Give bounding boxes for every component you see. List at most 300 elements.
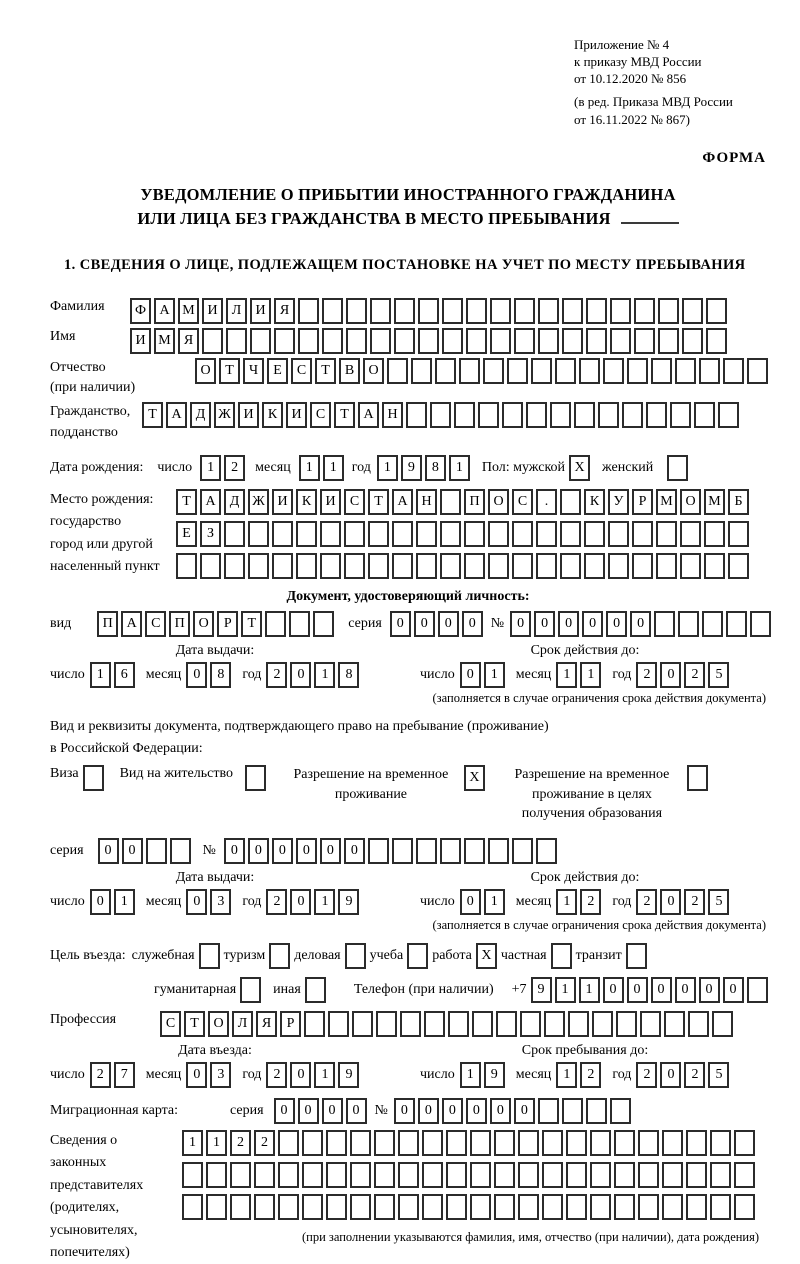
form-cell: Т <box>142 402 163 428</box>
form-cell <box>704 521 725 547</box>
form-cell: 0 <box>582 611 603 637</box>
form-cell <box>494 1130 515 1156</box>
form-cell <box>470 1194 491 1220</box>
form-cell <box>622 402 643 428</box>
form-cell <box>734 1130 755 1156</box>
form-cell <box>514 298 535 324</box>
form-cell <box>146 838 167 864</box>
purpose-option-label: транзит <box>575 947 622 963</box>
form-cell <box>494 1194 515 1220</box>
form-cell <box>328 1011 349 1037</box>
form-cell: 2 <box>684 662 705 688</box>
purpose-option-label: учеба <box>369 947 404 963</box>
form-cell <box>598 402 619 428</box>
form-cell: 2 <box>254 1130 275 1156</box>
form-cell <box>699 358 720 384</box>
form-cell: 0 <box>462 611 483 637</box>
purpose-row <box>50 943 766 969</box>
birthplace-label-line: Место рождения: <box>50 491 154 507</box>
name-label: Имя <box>50 328 76 344</box>
form-cell <box>248 553 269 579</box>
identity-issue-year <box>266 662 359 688</box>
form-cell <box>726 611 747 637</box>
form-cell <box>422 1130 443 1156</box>
day-label: число <box>50 666 85 682</box>
form-cell <box>230 1162 251 1188</box>
form-cell: 5 <box>708 1062 729 1088</box>
form-cell <box>398 1130 419 1156</box>
form-cell <box>394 298 415 324</box>
amendment-line: от 16.11.2022 № 867) <box>574 111 691 127</box>
birthplace-label <box>50 489 168 579</box>
issue-date-heading: Дата выдачи: <box>175 642 255 658</box>
male-checkbox: X <box>569 455 590 481</box>
identity-issue-month <box>186 662 231 688</box>
purpose-option-label: туризм <box>223 947 266 963</box>
appendix-block <box>574 36 766 128</box>
migration-card-label: Миграционная карта: <box>50 1102 179 1118</box>
form-cell: 1 <box>377 455 398 481</box>
form-cell <box>182 1162 203 1188</box>
doc-seriya-label: серия <box>50 842 84 858</box>
form-cell: Ж <box>248 489 269 515</box>
form-cell: 0 <box>290 1062 311 1088</box>
form-cell <box>592 1011 613 1037</box>
form-cell <box>200 553 221 579</box>
name-cells <box>130 328 727 354</box>
form-cell: 0 <box>346 1098 367 1124</box>
form-cell <box>706 298 727 324</box>
day-label: число <box>50 1066 85 1082</box>
birthdate-label: Дата рождения: <box>50 459 144 475</box>
form-cell: М <box>154 328 175 354</box>
doc-seriya-label: серия <box>348 615 382 631</box>
form-cell: 0 <box>248 838 269 864</box>
form-cell <box>206 1194 227 1220</box>
form-cell <box>627 358 648 384</box>
form-cell <box>398 1194 419 1220</box>
form-cell: Т <box>176 489 197 515</box>
appendix-line: Приложение № 4 <box>574 37 670 52</box>
form-cell <box>424 1011 445 1037</box>
form-cell: М <box>704 489 725 515</box>
form-cell: О <box>363 358 384 384</box>
form-cell <box>658 298 679 324</box>
purpose-private-checkbox <box>551 943 572 969</box>
birthplace-block <box>50 489 766 579</box>
form-cell <box>586 328 607 354</box>
form-cell <box>224 553 245 579</box>
form-cell <box>248 521 269 547</box>
form-cell: К <box>296 489 317 515</box>
form-cell <box>584 553 605 579</box>
form-cell: И <box>320 489 341 515</box>
form-cell <box>634 328 655 354</box>
form-cell: О <box>195 358 216 384</box>
stay-day <box>460 1062 505 1088</box>
form-cell: И <box>130 328 151 354</box>
form-cell <box>392 521 413 547</box>
form-cell: 8 <box>210 662 231 688</box>
form-cell <box>320 521 341 547</box>
form-cell <box>442 298 463 324</box>
form-cell: 2 <box>230 1130 251 1156</box>
form-cell <box>289 611 310 637</box>
form-cell: 0 <box>660 1062 681 1088</box>
form-cell: 0 <box>466 1098 487 1124</box>
form-cell <box>723 358 744 384</box>
birth-day-cells <box>200 455 245 481</box>
purpose-tourism-checkbox <box>269 943 290 969</box>
residence-valid-month <box>556 889 601 915</box>
form-cell <box>610 298 631 324</box>
form-cell <box>416 553 437 579</box>
form-cell: А <box>200 489 221 515</box>
page-title <box>50 183 766 231</box>
form-cell: 8 <box>338 662 359 688</box>
form-cell: 5 <box>708 662 729 688</box>
phone-group <box>512 977 768 1003</box>
form-cell <box>440 521 461 547</box>
form-cell <box>230 1194 251 1220</box>
form-cell: 0 <box>630 611 651 637</box>
form-cell <box>418 328 439 354</box>
form-cell: 0 <box>510 611 531 637</box>
day-label: число <box>420 893 455 909</box>
citizenship-label <box>50 402 142 443</box>
form-cell: К <box>584 489 605 515</box>
day-label: число <box>157 459 193 475</box>
identity-doc-date-headings <box>50 643 766 659</box>
form-cell <box>662 1194 683 1220</box>
form-cell: 0 <box>660 662 681 688</box>
form-cell <box>686 1162 707 1188</box>
citizenship-label-line2: подданство <box>50 424 118 440</box>
form-cell <box>568 1011 589 1037</box>
form-cell <box>440 553 461 579</box>
purpose-study-checkbox <box>407 943 428 969</box>
form-cell <box>466 298 487 324</box>
form-cell: Т <box>368 489 389 515</box>
purpose-humanitarian-checkbox <box>240 977 261 1003</box>
month-label: месяц <box>515 666 552 682</box>
stay-year <box>636 1062 729 1088</box>
doc-number-cells <box>510 611 771 637</box>
form-cell <box>416 838 437 864</box>
form-cell: Е <box>267 358 288 384</box>
purpose-official-checkbox <box>199 943 220 969</box>
form-cell <box>326 1194 347 1220</box>
section1-heading: 1. СВЕДЕНИЯ О ЛИЦЕ, ПОДЛЕЖАЩЕМ ПОСТАНОВКЕ НА УЧЕТ ПО МЕСТУ ПРЕБЫВАНИЯ <box>64 256 746 273</box>
form-cell <box>496 1011 517 1037</box>
form-cell <box>610 328 631 354</box>
residence-issue-month <box>186 889 231 915</box>
form-cell <box>464 553 485 579</box>
form-cell: 1 <box>299 455 320 481</box>
form-cell <box>250 328 271 354</box>
legal-reps-cells-row2 <box>182 1162 759 1188</box>
form-cell <box>278 1194 299 1220</box>
form-cell: 0 <box>98 838 119 864</box>
form-cell: П <box>169 611 190 637</box>
form-cell <box>466 328 487 354</box>
form-cell: 0 <box>322 1098 343 1124</box>
purpose-option-label: работа <box>432 947 472 963</box>
patronymic-label-line2: (при наличии) <box>50 379 136 395</box>
form-cell: 0 <box>438 611 459 637</box>
form-cell: П <box>97 611 118 637</box>
residence-permit-label: Вид на жительство <box>119 766 233 782</box>
sex-male-label: Пол: мужской <box>481 459 566 475</box>
form-cell <box>272 521 293 547</box>
form-cell: 3 <box>210 889 231 915</box>
legal-reps-note: (при заполнении указываются фамилия, имя, отчество (при наличии), дата рождения) <box>302 1229 760 1244</box>
form-cell: 2 <box>266 889 287 915</box>
form-cell <box>574 402 595 428</box>
profession-label: Профессия <box>50 1011 117 1027</box>
form-cell <box>352 1011 373 1037</box>
form-cell <box>750 611 771 637</box>
form-cell <box>392 553 413 579</box>
form-cell <box>728 553 749 579</box>
form-cell <box>531 358 552 384</box>
form-cell <box>586 1098 607 1124</box>
form-cell <box>446 1130 467 1156</box>
form-cell <box>296 521 317 547</box>
form-cell: 0 <box>603 977 624 1003</box>
form-cell <box>538 1098 559 1124</box>
phone-label: Телефон (при наличии) <box>353 981 494 997</box>
form-cell <box>430 402 451 428</box>
form-cell: 0 <box>122 838 143 864</box>
legal-reps-label-line: усыновителях, <box>50 1222 138 1238</box>
form-cell: С <box>145 611 166 637</box>
form-cell <box>254 1162 275 1188</box>
form-cell <box>298 328 319 354</box>
form-cell <box>632 521 653 547</box>
form-cell <box>634 298 655 324</box>
form-cell: 0 <box>296 838 317 864</box>
form-cell <box>686 1130 707 1156</box>
form-cell <box>448 1011 469 1037</box>
form-cell: 0 <box>290 662 311 688</box>
form-cell <box>560 553 581 579</box>
legal-reps-label-line: (родителях, <box>50 1200 120 1216</box>
form-cell <box>614 1130 635 1156</box>
form-cell <box>488 521 509 547</box>
residence-validity-group <box>420 889 750 915</box>
form-cell <box>254 1194 275 1220</box>
form-cell <box>608 521 629 547</box>
form-cell <box>440 489 461 515</box>
visa-label: Виза <box>50 766 79 782</box>
form-cell: 1 <box>206 1130 227 1156</box>
legal-reps-label-line: законных <box>50 1155 107 1171</box>
form-cell <box>435 358 456 384</box>
residence-permit-checkbox <box>245 765 266 791</box>
residence-date-headings <box>50 870 766 886</box>
form-cell <box>560 521 581 547</box>
form-cell: 2 <box>224 455 245 481</box>
form-cell: 8 <box>425 455 446 481</box>
form-cell: 1 <box>323 455 344 481</box>
residence-issue-year <box>266 889 359 915</box>
form-cell: 0 <box>534 611 555 637</box>
form-cell: 0 <box>224 838 245 864</box>
form-cell <box>406 402 427 428</box>
form-cell: О <box>208 1011 229 1037</box>
title-line1: УВЕДОМЛЕНИЕ О ПРИБЫТИИ ИНОСТРАННОГО ГРАЖДАНИНА <box>140 184 676 204</box>
form-cell <box>562 328 583 354</box>
form-cell <box>712 1011 733 1037</box>
form-cell <box>638 1194 659 1220</box>
month-label: месяц <box>515 893 552 909</box>
surname-row <box>50 298 766 324</box>
form-cell <box>422 1162 443 1188</box>
entry-month <box>186 1062 231 1088</box>
form-cell <box>182 1194 203 1220</box>
phone-prefix: +7 <box>511 981 527 997</box>
form-cell: И <box>238 402 259 428</box>
form-cell: З <box>200 521 221 547</box>
form-cell <box>346 328 367 354</box>
form-cell <box>518 1130 539 1156</box>
temp-residence-education-checkbox <box>687 765 708 791</box>
form-cell <box>302 1194 323 1220</box>
residence-issue-day <box>90 889 135 915</box>
form-cell: 0 <box>418 1098 439 1124</box>
form-cell <box>298 298 319 324</box>
patronymic-cells <box>195 358 768 384</box>
form-cell: 2 <box>266 662 287 688</box>
form-cell: 0 <box>558 611 579 637</box>
doc-number-label: № <box>202 842 216 858</box>
form-cell: С <box>291 358 312 384</box>
form-cell <box>206 1162 227 1188</box>
form-cell: 0 <box>274 1098 295 1124</box>
form-cell <box>675 358 696 384</box>
form-cell: 0 <box>675 977 696 1003</box>
form-cell <box>566 1194 587 1220</box>
entry-date-heading: Дата въезда: <box>178 1042 252 1058</box>
form-cell: 0 <box>90 889 111 915</box>
legal-reps-block <box>50 1130 766 1264</box>
form-cell <box>278 1130 299 1156</box>
form-cell: 0 <box>186 662 207 688</box>
year-label: год <box>242 893 262 909</box>
day-label: число <box>420 666 455 682</box>
patronymic-row <box>50 358 766 399</box>
legal-reps-label-line: попечителях) <box>50 1244 130 1260</box>
form-cell <box>374 1162 395 1188</box>
form-cell <box>664 1011 685 1037</box>
form-cell: Д <box>190 402 211 428</box>
birthplace-cells-row3 <box>176 553 749 579</box>
form-cell <box>488 553 509 579</box>
purpose-option-label: иная <box>273 981 301 997</box>
form-cell: 0 <box>272 838 293 864</box>
form-cell <box>507 358 528 384</box>
form-cell <box>376 1011 397 1037</box>
form-cell: Л <box>232 1011 253 1037</box>
form-cell <box>472 1011 493 1037</box>
form-cell <box>394 328 415 354</box>
form-cell <box>272 553 293 579</box>
form-cell: 1 <box>449 455 470 481</box>
patronymic-label-line1: Отчество <box>50 359 106 375</box>
stay-heading: Срок пребывания до: <box>521 1042 649 1058</box>
form-cell <box>368 521 389 547</box>
form-cell: Р <box>280 1011 301 1037</box>
form-cell: . <box>536 489 557 515</box>
form-cell: И <box>272 489 293 515</box>
stay-month <box>556 1062 601 1088</box>
form-cell <box>368 838 389 864</box>
form-cell: 1 <box>556 1062 577 1088</box>
form-cell: 5 <box>708 889 729 915</box>
form-cell <box>680 521 701 547</box>
form-cell: 0 <box>651 977 672 1003</box>
form-cell: 9 <box>338 1062 359 1088</box>
form-cell: 0 <box>660 889 681 915</box>
citizenship-cells <box>142 402 739 428</box>
form-cell <box>614 1162 635 1188</box>
form-cell <box>442 328 463 354</box>
form-cell <box>502 402 523 428</box>
residence-doc-intro <box>50 716 766 759</box>
form-cell: А <box>121 611 142 637</box>
form-cell <box>590 1194 611 1220</box>
validity-heading: Срок действия до: <box>530 869 640 885</box>
birthplace-label-line: город или другой <box>50 536 153 552</box>
form-cell <box>302 1162 323 1188</box>
purpose-transit-checkbox <box>626 943 647 969</box>
form-cell: А <box>392 489 413 515</box>
identity-issue-day <box>90 662 135 688</box>
form-cell <box>682 298 703 324</box>
migration-seriya-cells <box>274 1098 367 1124</box>
form-cell <box>562 298 583 324</box>
form-cell <box>370 328 391 354</box>
form-cell: 0 <box>442 1098 463 1124</box>
form-cell: 0 <box>460 662 481 688</box>
form-cell <box>418 298 439 324</box>
form-cell: 1 <box>484 889 505 915</box>
form-cell <box>688 1011 709 1037</box>
form-cell: 1 <box>460 1062 481 1088</box>
form-cell <box>656 521 677 547</box>
form-cell: 0 <box>298 1098 319 1124</box>
year-label: год <box>612 1066 632 1082</box>
purpose-option-label: служебная <box>131 947 195 963</box>
form-cell <box>446 1194 467 1220</box>
form-cell <box>678 611 699 637</box>
form-cell: М <box>178 298 199 324</box>
stay-until-group <box>420 1062 750 1088</box>
form-cell: П <box>464 489 485 515</box>
form-cell <box>411 358 432 384</box>
form-cell: 0 <box>699 977 720 1003</box>
birthplace-cells-row1 <box>176 489 749 515</box>
residence-doc-serial-row <box>50 838 766 864</box>
form-cell <box>313 611 334 637</box>
form-cell <box>590 1162 611 1188</box>
form-cell <box>274 328 295 354</box>
amendment-line: (в ред. Приказа МВД России <box>574 94 733 110</box>
identity-validity-group <box>420 662 750 688</box>
temp-residence-label: Разрешение на временное проживание <box>293 767 449 802</box>
form-cell: Ч <box>243 358 264 384</box>
